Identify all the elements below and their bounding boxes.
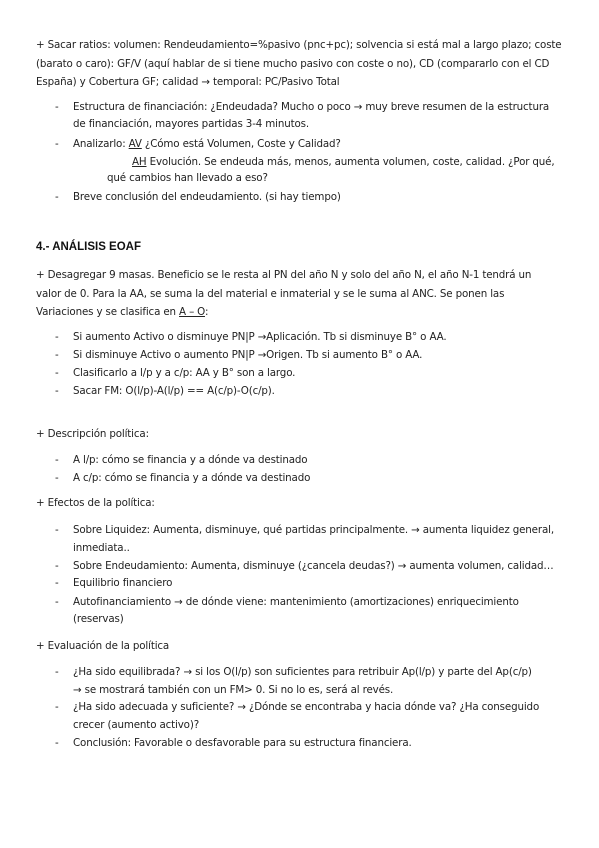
- underlined-text: AH: [132, 156, 147, 168]
- bullet-dash: -: [55, 524, 59, 536]
- text-run: Evolución. Se endeuda más, menos, aumenta volumen, coste, calidad. ¿Por qué,: [146, 156, 555, 168]
- bullet-dash: -: [55, 331, 59, 343]
- list-item: Estructura de financiación: ¿Endeudada? Mucho o poco → muy breve resumen de la estructura: [73, 101, 550, 113]
- list-item: Si aumento Activo o disminuye PN|P →Aplicación. Tb si disminuye B° o AA.: [73, 331, 447, 343]
- bullet-dash: -: [55, 138, 59, 150]
- list-item: Sacar FM: O(l/p)-A(l/p) == A(c/p)-O(c/p).: [73, 385, 275, 397]
- bullet-dash: -: [55, 349, 59, 361]
- list-item-continuation: → se mostrará también con un FM> 0. Si no lo es, será al revés.: [73, 684, 394, 696]
- bullet-dash: -: [55, 191, 59, 203]
- text-run: :: [204, 306, 209, 318]
- list-item: Equilibrio financiero: [73, 577, 173, 589]
- list-item: Sobre Liquidez: Aumenta, disminuye, qué partidas principalmente. → aumenta liquidez general,: [73, 524, 554, 536]
- subsection-title: + Efectos de la política:: [36, 497, 155, 509]
- underlined-text: A – O: [179, 306, 205, 318]
- bullet-dash: -: [55, 666, 59, 678]
- list-item: ¿Ha sido adecuada y suficiente? → ¿Dónde se encontraba y hacia dónde va? ¿Ha conseguido: [73, 701, 540, 713]
- bullet-dash: -: [55, 596, 59, 608]
- list-item: Autofinanciamiento → de dónde viene: mantenimiento (amortizaciones) enriquecimiento: [73, 596, 519, 608]
- list-item: [73, 137, 341, 151]
- list-item: Breve conclusión del endeudamiento. (si hay tiempo): [73, 191, 341, 203]
- bullet-dash: -: [55, 385, 59, 397]
- text-run: ¿Cómo está Volumen, Coste y Calidad?: [141, 138, 341, 150]
- paragraph-line: España) y Cobertura GF; calidad → temporal: PC/Pasivo Total: [36, 76, 340, 88]
- bullet-dash: -: [55, 101, 59, 113]
- list-item: A l/p: cómo se financia y a dónde va destinado: [73, 454, 308, 466]
- section-title: 4.- ANÁLISIS EOAF: [36, 241, 141, 253]
- paragraph-line: (barato o caro): GF/V (aquí hablar de si tiene mucho pasivo con coste o no), CD (compararlo con el CD: [36, 58, 550, 70]
- list-item-continuation: (reservas): [73, 613, 124, 625]
- list-item: Conclusión: Favorable o desfavorable para su estructura financiera.: [73, 737, 412, 749]
- bullet-dash: -: [55, 454, 59, 466]
- paragraph-line: + Desagregar 9 masas. Beneficio se le resta al PN del año N y solo del año N, el año N-1 tendrá un: [36, 269, 532, 281]
- bullet-dash: -: [55, 367, 59, 379]
- paragraph-line: [36, 305, 208, 319]
- bullet-dash: -: [55, 560, 59, 572]
- list-item: Sobre Endeudamiento: Aumenta, disminuye (¿cancela deudas?) → aumenta volumen, calidad…: [73, 560, 554, 572]
- paragraph-line: valor de 0. Para la AA, se suma la del material e inmaterial y se le suma al ANC. Se ponen las: [36, 288, 505, 300]
- subsection-title: + Descripción política:: [36, 428, 149, 440]
- list-item: ¿Ha sido equilibrada? → si los O(l/p) son suficientes para retribuir Ap(l/p) y parte del Ap(c/p): [73, 666, 532, 678]
- bullet-dash: -: [55, 737, 59, 749]
- text-run: Analizarlo:: [73, 138, 129, 150]
- paragraph-line: + Sacar ratios: volumen: Rendeudamiento=%pasivo (pnc+pc); solvencia si está mal a largo plazo; coste: [36, 39, 562, 51]
- text-run: Variaciones y se clasifica en: [36, 306, 180, 318]
- list-item-continuation: inmediata..: [73, 542, 130, 554]
- list-item-continuation: [132, 155, 555, 169]
- list-item: Si disminuye Activo o aumento PN|P →Origen. Tb si aumento B° o AA.: [73, 349, 423, 361]
- list-item-continuation: crecer (aumento activo)?: [73, 719, 200, 731]
- list-item-continuation: qué cambios han llevado a eso?: [107, 172, 268, 184]
- bullet-dash: -: [55, 472, 59, 484]
- subsection-title: + Evaluación de la política: [36, 640, 170, 652]
- underlined-text: AV: [128, 138, 142, 150]
- list-item-continuation: de financiación, mayores partidas 3-4 minutos.: [73, 118, 310, 130]
- bullet-dash: -: [55, 701, 59, 713]
- list-item: Clasificarlo a l/p y a c/p: AA y B° son a largo.: [73, 367, 296, 379]
- bullet-dash: -: [55, 577, 59, 589]
- list-item: A c/p: cómo se financia y a dónde va destinado: [73, 472, 311, 484]
